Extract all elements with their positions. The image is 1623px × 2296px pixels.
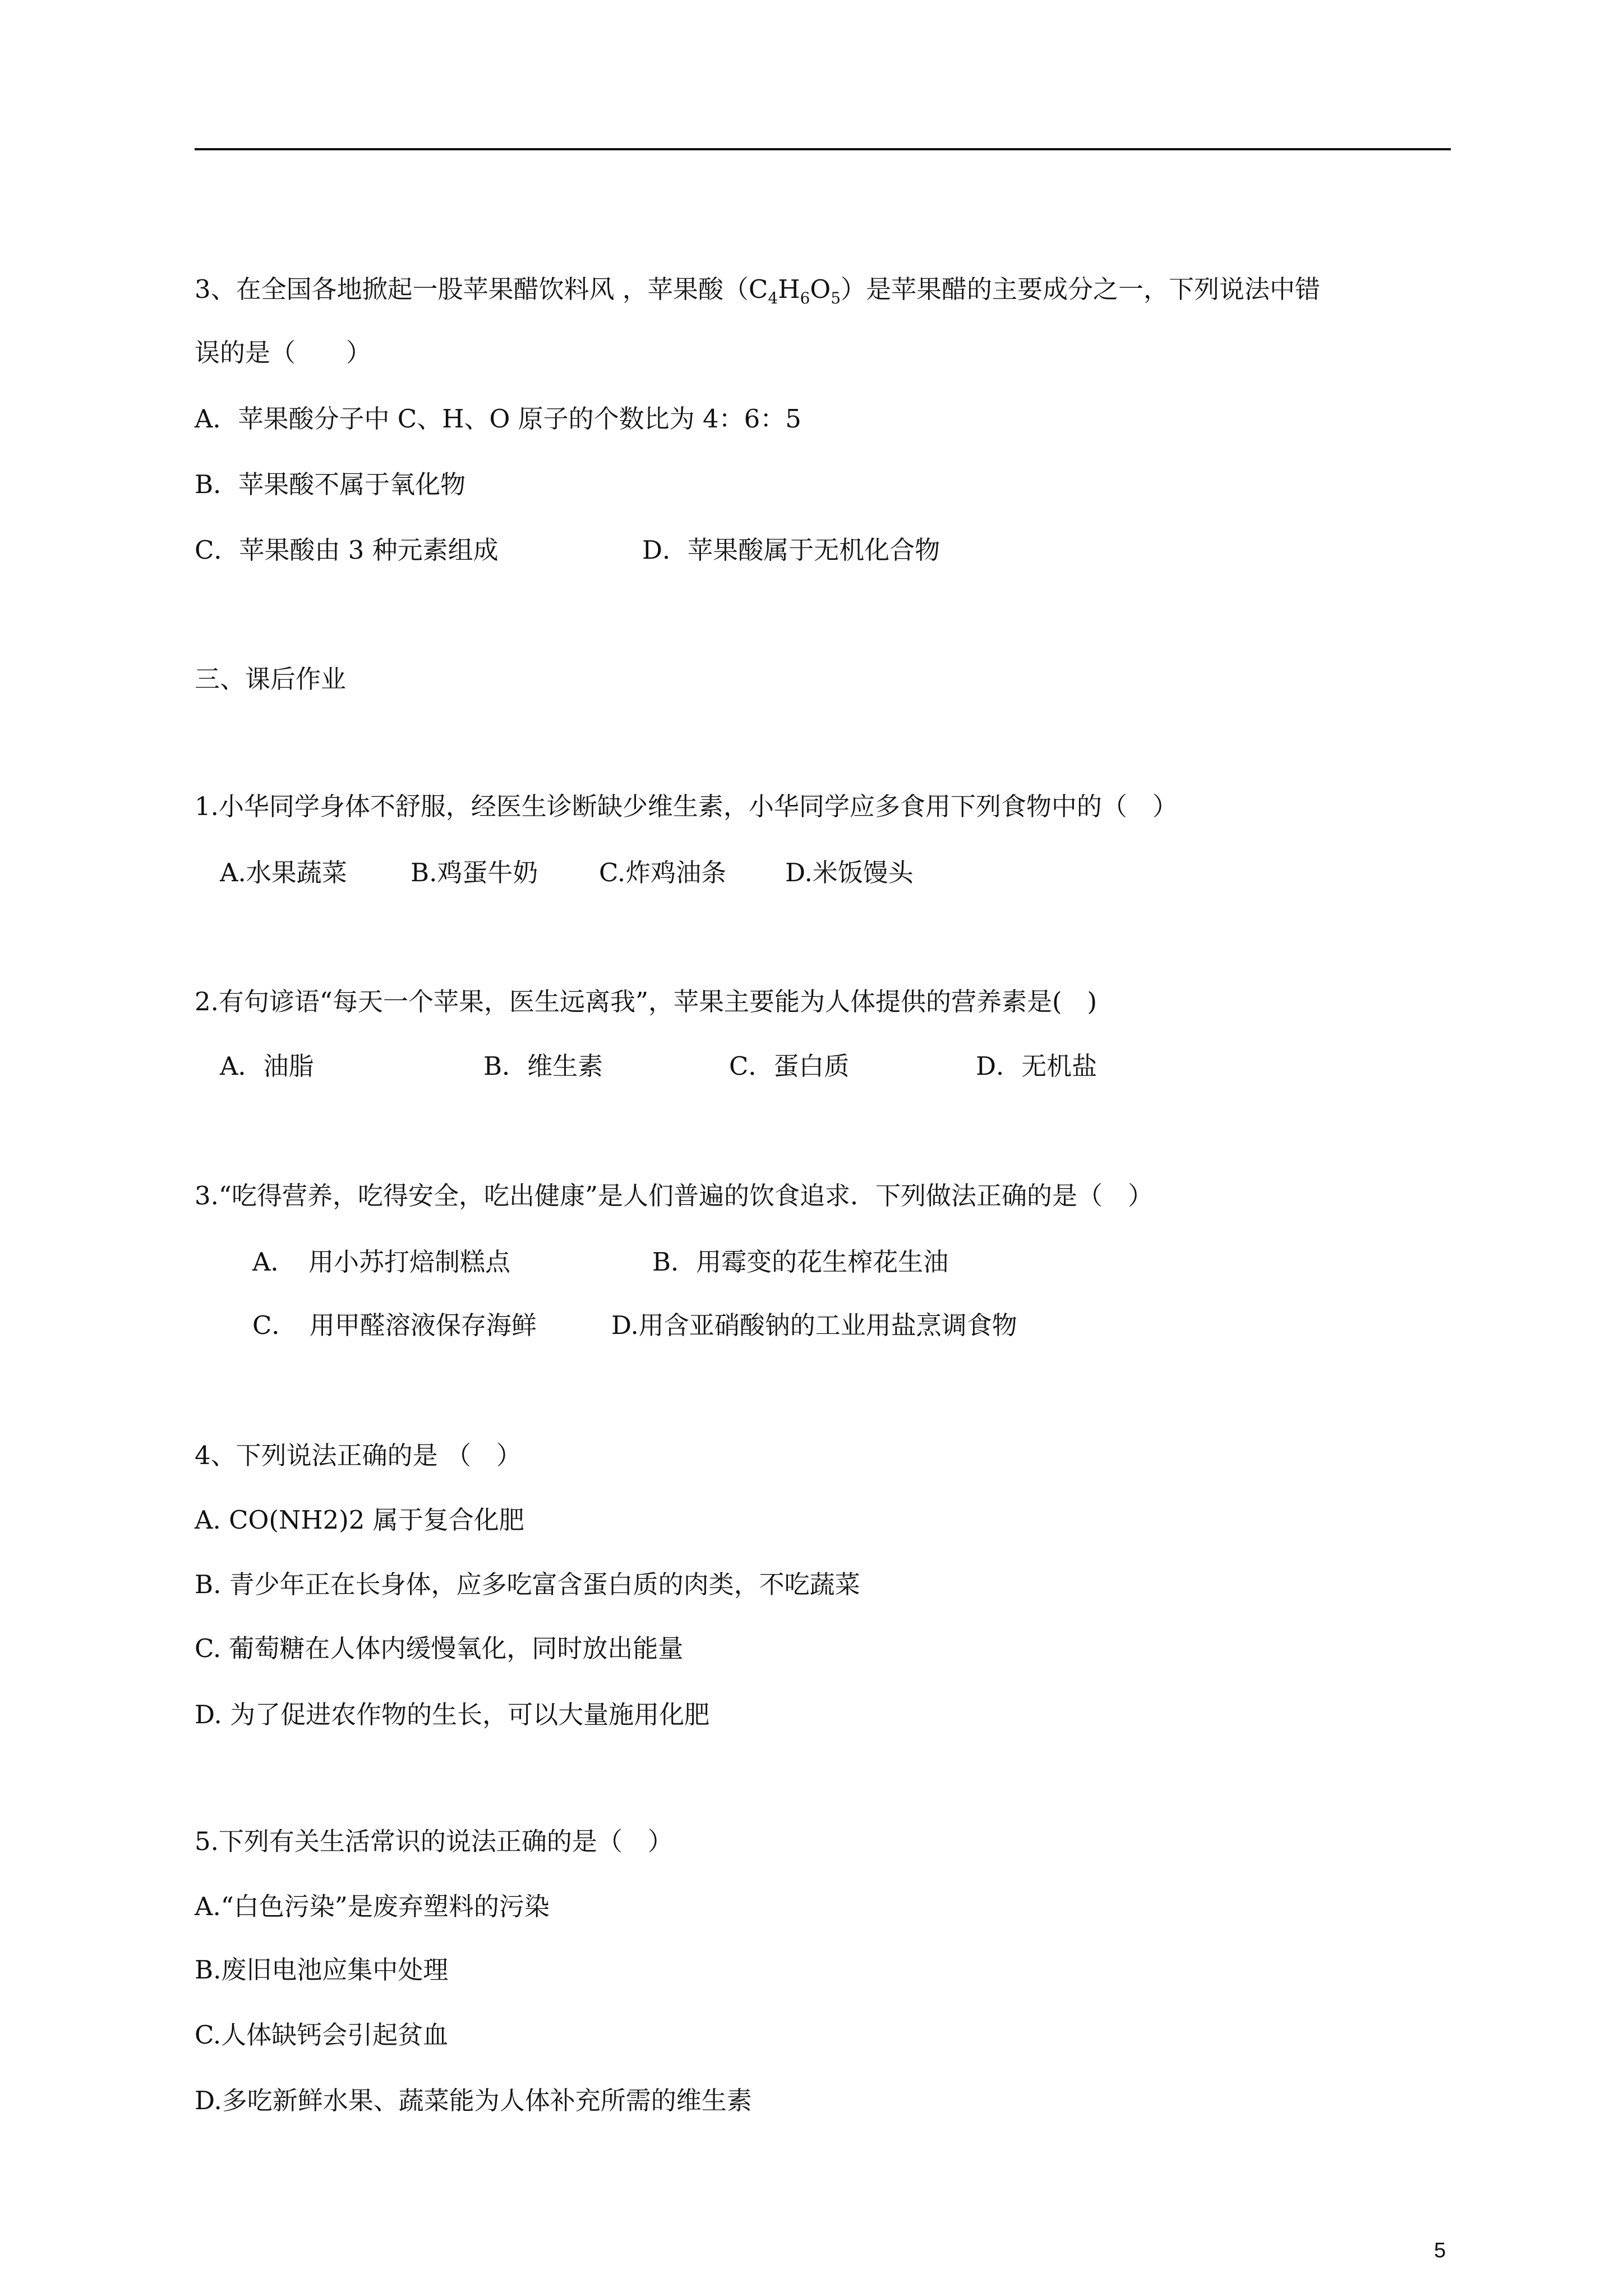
homework-5-option-a: A.“白色污染”是废弃塑料的污染 xyxy=(195,1892,550,1921)
section-title: 三、课后作业 xyxy=(195,664,347,694)
header-rule xyxy=(195,148,1451,150)
homework-1-option-a: A.水果蔬菜 xyxy=(220,858,347,887)
formula-subscript-c: 4 xyxy=(768,289,778,307)
question-3-option-b: B．苹果酸不属于氧化物 xyxy=(195,470,466,499)
homework-3-stem: 3.“吃得营养，吃得安全，吃出健康”是人们普遍的饮食追求．下列做法正确的是（ ） xyxy=(195,1181,1153,1211)
homework-2-option-d: D．无机盐 xyxy=(976,1051,1098,1081)
homework-3-option-d: D.用含亚硝酸钠的工业用盐烹调食物 xyxy=(611,1310,1017,1340)
question-3-option-d: D．苹果酸属于无机化合物 xyxy=(642,535,940,565)
question-3-text-b: ）是苹果醋的主要成分之一，下列说法中错 xyxy=(841,274,1321,304)
homework-4-option-a: A. CO(NH2)2 属于复合化肥 xyxy=(195,1505,524,1535)
homework-5-option-c: C.人体缺钙会引起贫血 xyxy=(195,2020,449,2050)
formula-subscript-o: 5 xyxy=(831,289,841,307)
formula-h: H xyxy=(778,274,800,304)
homework-2-option-c: C．蛋白质 xyxy=(729,1051,850,1081)
homework-1-stem: 1.小华同学身体不舒服，经医生诊断缺少维生素，小华同学应多食用下列食物中的（ ） xyxy=(195,792,1178,821)
homework-5-option-b: B.废旧电池应集中处理 xyxy=(195,1955,449,1985)
formula-subscript-h: 6 xyxy=(800,289,810,307)
homework-1-option-c: C.炸鸡油条 xyxy=(599,858,727,887)
homework-1-option-d: D.米饭馒头 xyxy=(785,858,914,887)
homework-4-option-b: B. 青少年正在长身体，应多吃富含蛋白质的肉类，不吃蔬菜 xyxy=(195,1570,860,1599)
homework-4-stem: 4、下列说法正确的是 （ ） xyxy=(195,1441,522,1470)
question-3-stem-line-2: 误的是（ ） xyxy=(195,338,372,367)
question-3-option-a: A．苹果酸分子中 C、H、O 原子的个数比为 4：6：5 xyxy=(195,404,801,434)
homework-3-option-b: B．用霉变的花生榨花生油 xyxy=(652,1247,949,1277)
question-3-text-a: 3、在全国各地掀起一股苹果醋饮料风 ，苹果酸（C xyxy=(195,274,768,304)
homework-3-option-c: C． 用甲醛溶液保存海鲜 xyxy=(252,1310,537,1340)
question-3-option-c: C．苹果酸由 3 种元素组成 xyxy=(195,535,499,565)
question-3-stem-line-1 xyxy=(195,274,1320,305)
homework-2-stem: 2.有句谚语“每天一个苹果，医生远离我”，苹果主要能为人体提供的营养素是( ) xyxy=(195,987,1098,1016)
homework-5-option-d: D.多吃新鲜水果、蔬菜能为人体补充所需的维生素 xyxy=(195,2086,752,2115)
homework-5-stem: 5.下列有关生活常识的说法正确的是（ ） xyxy=(195,1826,673,1856)
formula-o: O xyxy=(810,274,831,304)
homework-2-option-a: A．油脂 xyxy=(220,1051,314,1081)
homework-1-option-b: B.鸡蛋牛奶 xyxy=(411,858,538,887)
homework-4-option-c: C. 葡萄糖在人体内缓慢氧化，同时放出能量 xyxy=(195,1634,684,1663)
homework-2-option-b: B．维生素 xyxy=(483,1051,603,1081)
homework-4-option-d: D. 为了促进农作物的生长，可以大量施用化肥 xyxy=(195,1700,710,1729)
homework-3-option-a: A． 用小苏打焙制糕点 xyxy=(252,1247,510,1277)
page-number: 5 xyxy=(1434,2239,1446,2262)
